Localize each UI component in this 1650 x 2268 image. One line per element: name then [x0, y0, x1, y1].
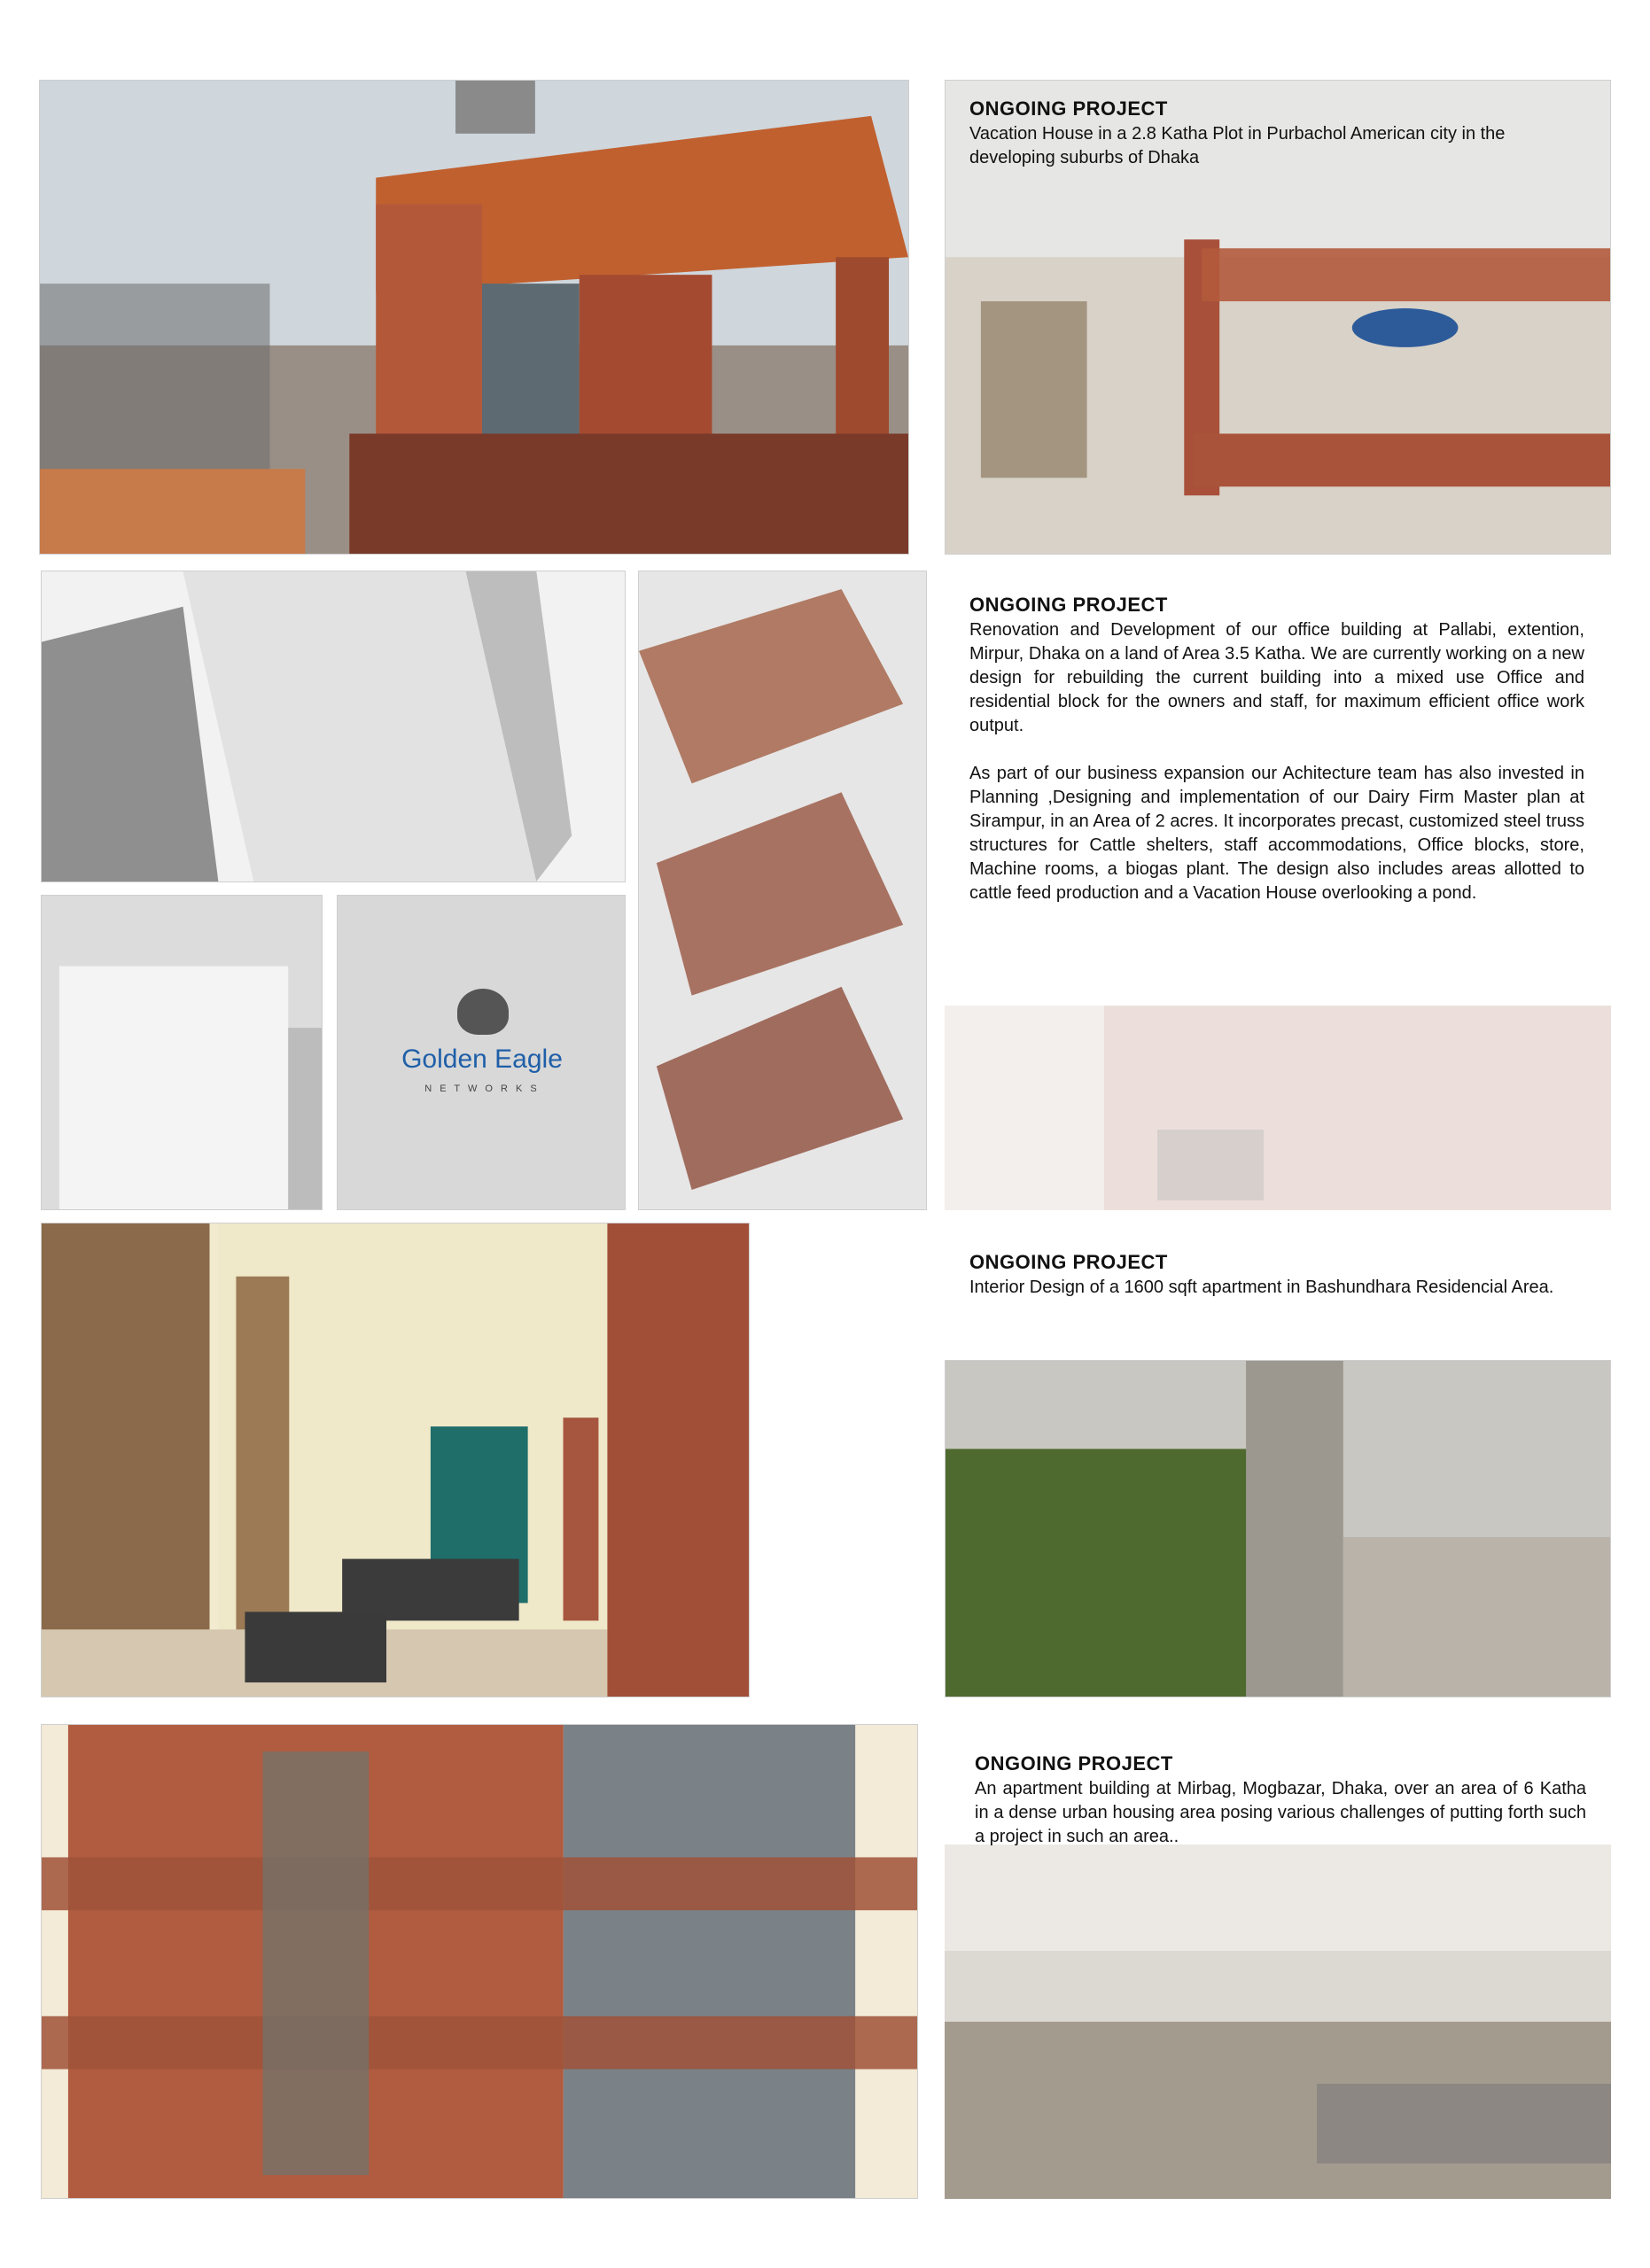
project-1-description: Vacation House in a 2.8 Katha Plot in Purbachol American city in the developing suburbs of Dhaka: [969, 124, 1506, 167]
project-3-description: Interior Design of a 1600 sqft apartment in Bashundhara Residencial Area.: [969, 1278, 1554, 1297]
logo-word-eagle: Eagle: [494, 1045, 563, 1074]
office-building-render-side: [41, 895, 323, 1210]
project-4-heading: ONGOING PROJECT: [975, 1752, 1173, 1775]
apartment-interior-render: [41, 1223, 750, 1697]
office-building-render-top: [41, 571, 626, 882]
project-2-description: Renovation and Development of our office building at Pallabi, extention, Mirpur, Dhaka on a land of Area 3.5 Katha. We are currently working on a new design for rebuilding the current building into a mixed use Office and residential block for the owners and staff, for maximum efficient office work output.: [969, 620, 1584, 735]
mirbag-site-photo: [945, 1845, 1611, 2199]
apartment-site-photo: [945, 1360, 1611, 1697]
eagle-icon: [457, 989, 509, 1035]
logo-word-golden: Golden: [401, 1045, 487, 1074]
vacation-house-render: [39, 80, 909, 555]
project-2-heading: ONGOING PROJECT: [969, 594, 1168, 616]
project-4-description: An apartment building at Mirbag, Mogbazar, Dhaka, over an area of 6 Katha in a dense urban housing area posing various challenges of putting forth such a project in such an area..: [975, 1779, 1586, 1846]
mirbag-apartment-render: [41, 1724, 918, 2199]
project-1-heading: ONGOING PROJECT: [969, 97, 1168, 120]
office-building-existing-photo: [945, 1006, 1611, 1210]
project-2-description-continued: As part of our business expansion our Achitecture team has also invested in Planning ,Designing and implementation of our Dairy Firm Master plan at Sirampur, in an Area of 2 acres. It incorporates precast, customized steel truss structures for Cattle shelters, staff accommodations, Office blocks, store, Machine rooms, a biogas plant. The design also includes areas allotted to cattle feed production and a Vacation House overlooking a pond.: [969, 764, 1584, 903]
logo-subtitle: N E T W O R K S: [424, 1084, 540, 1094]
golden-eagle-logo-panel: [337, 895, 626, 1210]
office-floor-plans-axonometric: [638, 571, 927, 1210]
project-3-heading: ONGOING PROJECT: [969, 1251, 1168, 1273]
